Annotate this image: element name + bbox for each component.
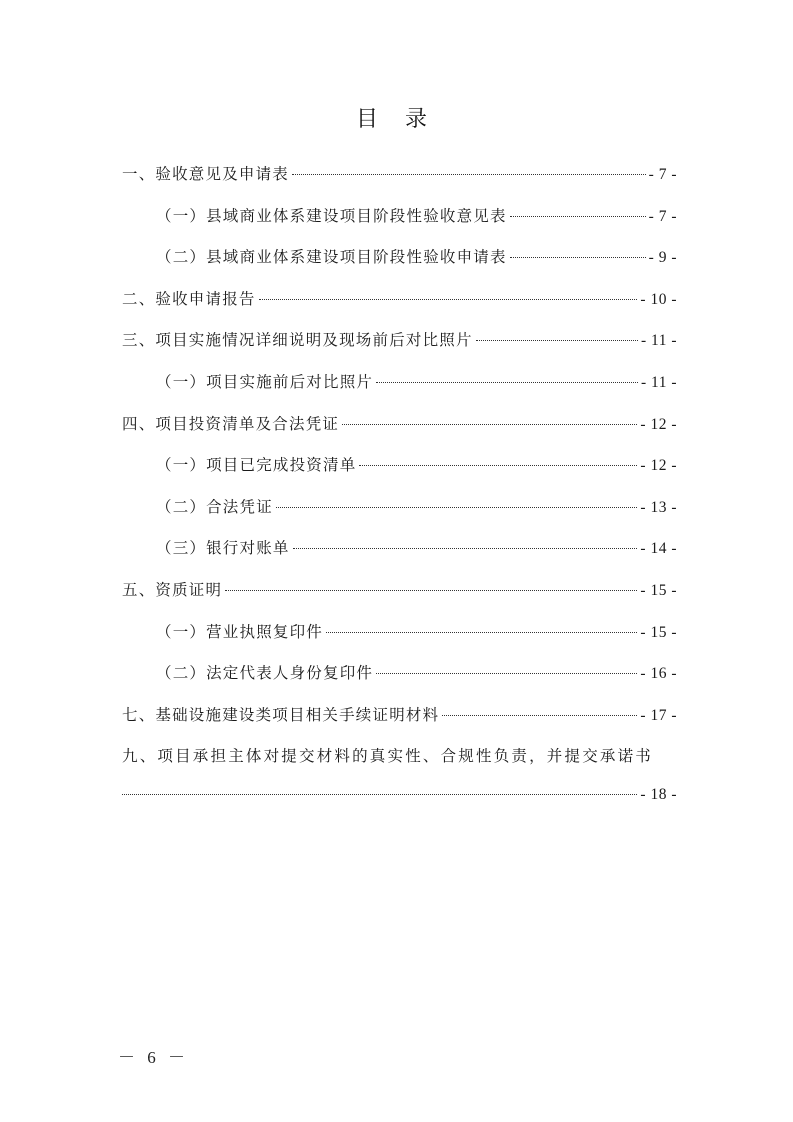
toc-entry[interactable] — [122, 204, 677, 246]
toc-entry[interactable] — [122, 453, 677, 495]
toc-entry[interactable] — [122, 370, 677, 412]
toc-entry-page: - 14 - — [640, 540, 677, 558]
dot-leader — [259, 299, 638, 300]
dot-leader — [225, 590, 637, 591]
toc-entry[interactable] — [122, 162, 677, 204]
page-number: － 6 － — [118, 1048, 189, 1067]
toc-entry-page: - 15 - — [640, 623, 677, 641]
toc-entry-label: （一）项目已完成投资清单 — [156, 456, 357, 475]
toc-entry-label: 一、验收意见及申请表 — [122, 165, 290, 183]
toc-entry-page: - 13 - — [640, 498, 677, 516]
toc-entry-label: （二）法定代表人身份复印件 — [156, 664, 374, 683]
toc-entry-label: （二）合法凭证 — [156, 497, 273, 516]
dot-leader — [376, 382, 638, 383]
toc-entry[interactable] — [122, 703, 677, 745]
toc-entry[interactable] — [122, 328, 677, 370]
toc-entry-page: - 15 - — [640, 581, 677, 599]
toc-entry-page: - 11 - — [641, 332, 677, 350]
toc-entry-page: - 17 - — [640, 706, 677, 724]
toc-entry-page: - 11 - — [641, 373, 677, 391]
dot-leader — [359, 465, 637, 466]
toc-entry[interactable] — [122, 661, 677, 703]
toc-entry-page: - 7 - — [648, 166, 677, 183]
toc-entry-label: 三、项目实施情况详细说明及现场前后对比照片 — [122, 331, 473, 350]
toc-entry[interactable] — [122, 536, 677, 578]
dot-leader — [122, 794, 637, 795]
toc-entry[interactable] — [122, 412, 677, 454]
dot-leader — [376, 673, 637, 674]
dot-leader — [476, 340, 638, 341]
toc-entry-page: - 9 - — [648, 249, 677, 267]
toc-entry-label: （一）营业执照复印件 — [156, 622, 324, 641]
toc-entry-page: - 10 - — [640, 290, 677, 308]
toc-entry[interactable] — [122, 620, 677, 662]
toc-entry-label: 九、项目承担主体对提交材料的真实性、合规性负责，并提交承诺书 — [122, 747, 654, 766]
toc-entry[interactable] — [122, 495, 677, 537]
dot-leader — [276, 507, 638, 508]
dot-leader — [442, 715, 637, 716]
toc-entry-page: - 16 - — [640, 665, 677, 683]
dot-leader — [293, 548, 638, 549]
toc-entry-label: （二）县域商业体系建设项目阶段性验收申请表 — [156, 248, 507, 267]
toc-entry-page: - 12 - — [640, 457, 677, 475]
toc-entry-continuation[interactable] — [122, 786, 677, 828]
dot-leader — [326, 632, 637, 633]
dot-leader — [510, 216, 646, 217]
toc-entry[interactable] — [122, 744, 677, 786]
toc-entry[interactable] — [122, 287, 677, 329]
toc-entry-page: - 7 - — [648, 207, 677, 225]
dot-leader — [342, 424, 637, 425]
toc-entry-label: （一）项目实施前后对比照片 — [156, 372, 374, 391]
toc-entry-label: （三）银行对账单 — [156, 539, 290, 558]
toc-entry-label: 七、基础设施建设类项目相关手续证明材料 — [122, 705, 440, 724]
toc-entry-label: （一）县域商业体系建设项目阶段性验收意见表 — [156, 206, 507, 225]
page-title: 目 录 — [356, 107, 437, 132]
table-of-contents — [122, 162, 677, 828]
dot-leader — [510, 257, 646, 258]
toc-entry-page: - 12 - — [640, 415, 677, 433]
dot-leader — [292, 174, 646, 175]
toc-entry-label: 二、验收申请报告 — [122, 289, 256, 308]
toc-entry-label: 四、项目投资清单及合法凭证 — [122, 414, 340, 433]
toc-entry-page: - 18 - — [640, 785, 677, 803]
toc-entry-label: 五、资质证明 — [122, 580, 223, 599]
toc-entry[interactable] — [122, 245, 677, 287]
toc-entry[interactable] — [122, 578, 677, 620]
